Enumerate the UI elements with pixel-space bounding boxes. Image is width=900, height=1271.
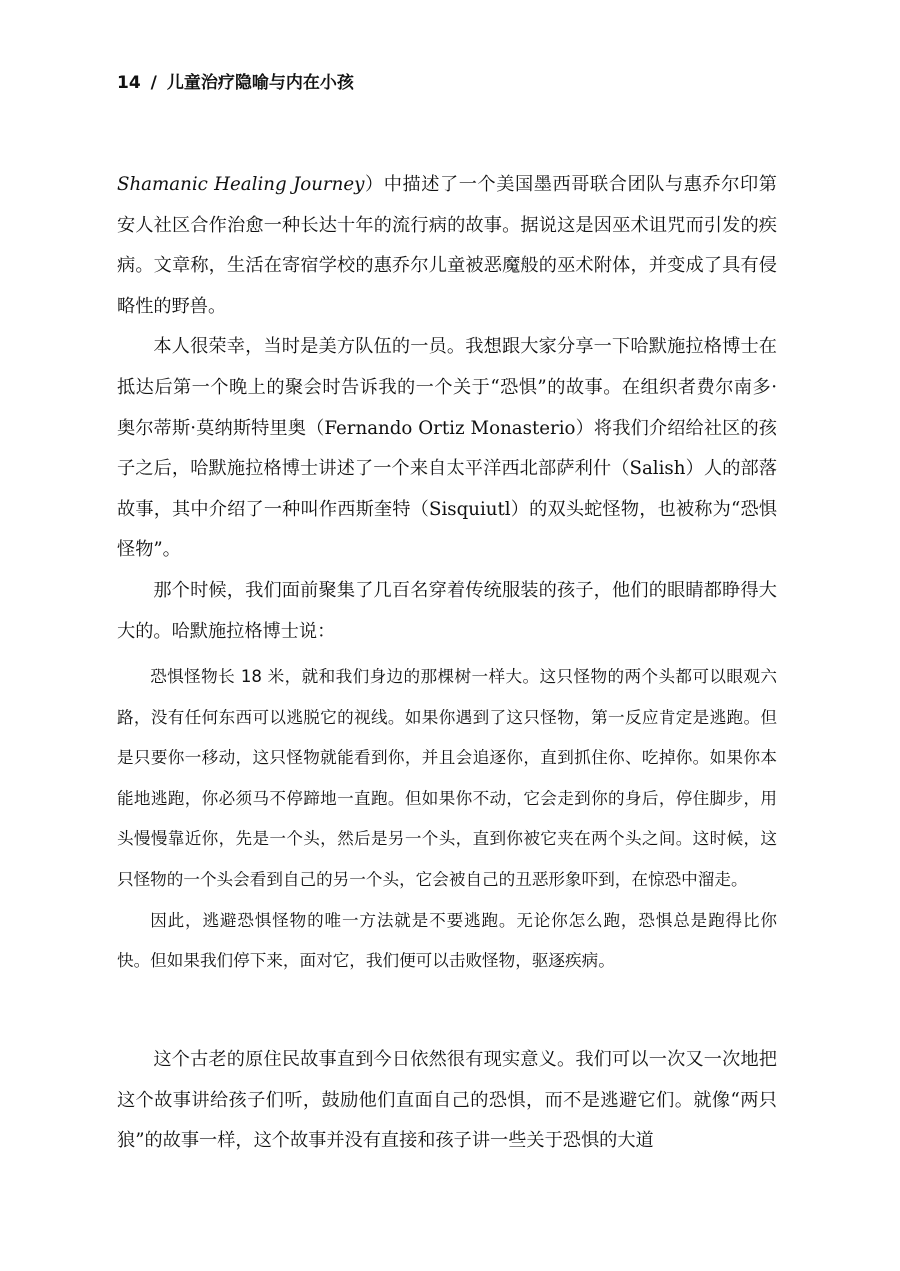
quote-paragraph-1: 恐惧怪物长 18 米，就和我们身边的那棵树一样大。这只怪物的两个头都可以眼观六路，没有任何东西可以逃脱它的视线。如果你遇到了这只怪物，第一反应肯定是逃跑。但是只要你一移动，这只怪物就能看到你，并且会追逐你，直到抓住你、吃掉你。如果你本能地逃跑，你必须马不停蹄地一直跑。但如果你不动，它会走到你的身后，停住脚步，用头慢慢靠近你，先是一个头，然后是另一个头，直到你被它夹在两个头之间。这时候，这只怪物的一个头会看到自己的另一个头，它会被自己的丑恶形象吓到，在惊恐中溜走。 <box>117 667 777 889</box>
paragraph-2: 本人很荣幸，当时是美方队伍的一员。我想跟大家分享一下哈默施拉格博士在抵达后第一个晚上的聚会时告诉我的一个关于“恐惧”的故事。在组织者费尔南多·奥尔蒂斯·莫纳斯特里奥（Fernando Ortiz Monasterio）将我们介绍给社区的孩子之后，哈默施拉格博士讲述了一个来自太平洋西北部萨利什（Salish）人的部落故事，其中介绍了一种叫作西斯奎特（Sisquiutl）的双头蛇怪物，也被称为“恐惧怪物”。 <box>117 336 777 561</box>
paragraph-4: 这个古老的原住民故事直到今日依然很有现实意义。我们可以一次又一次地把这个故事讲给孩子们听，鼓励他们直面自己的恐惧，而不是逃避它们。就像“两只狼”的故事一样，这个故事并没有直接和孩子讲一些关于恐惧的大道 <box>117 1049 777 1152</box>
paragraph-1-text: ）中描述了一个美国墨西哥联合团队与惠乔尔印第安人社区合作治愈一种长达十年的流行病的故事。据说这是因巫术诅咒而引发的疾病。文章称，生活在寄宿学校的惠乔尔儿童被恶魔般的巫术附体，并变成了具有侵略性的野兽。 <box>117 174 777 317</box>
quote-paragraph-2: 因此，逃避恐惧怪物的唯一方法就是不要逃跑。无论你怎么跑，恐惧总是跑得比你快。但如果我们停下来，面对它，我们便可以击败怪物，驱逐疾病。 <box>117 910 777 971</box>
main-text-lower <box>117 1040 777 1162</box>
header-separator: / <box>150 73 157 93</box>
paragraph-3: 那个时候，我们面前聚集了几百名穿着传统服装的孩子，他们的眼睛都睁得大大的。哈默施拉格博士说： <box>117 579 777 642</box>
block-quote <box>117 657 777 982</box>
book-title: 儿童治疗隐喻与内在小孩 <box>166 73 354 93</box>
italic-book-title: Shamanic Healing Journey <box>117 174 365 195</box>
main-text-upper <box>117 165 777 652</box>
page-number: 14 <box>117 73 141 93</box>
paragraph-1 <box>117 165 777 327</box>
running-header <box>117 68 354 93</box>
